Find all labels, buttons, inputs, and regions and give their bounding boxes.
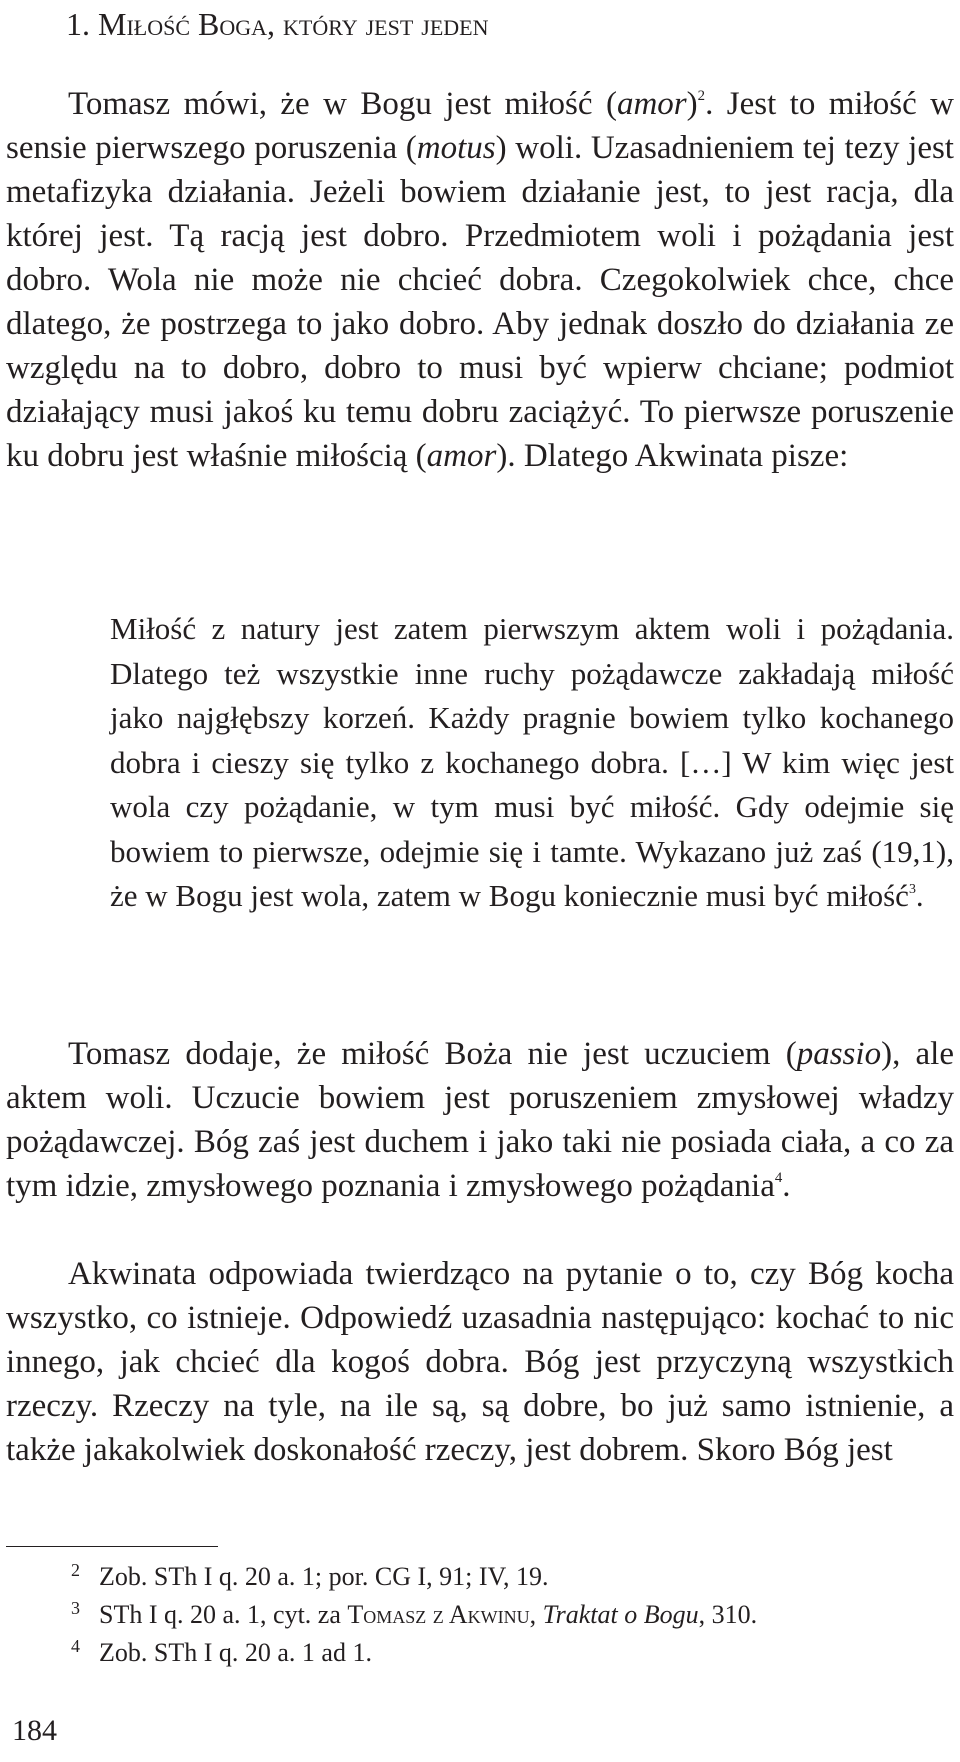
footnote-text: Zob. STh I q. 20 a. 1 ad 1. — [99, 1638, 372, 1667]
term-amor-2: amor — [426, 438, 497, 474]
footnote-ref-3[interactable]: 3 — [908, 881, 916, 897]
footnote-2: 2 Zob. STh I q. 20 a. 1; por. CG I, 91; IV, 19. — [71, 1560, 549, 1591]
term-amor: amor — [616, 86, 687, 122]
footnote-text-post: , 310. — [698, 1600, 758, 1629]
footnote-text-pre: STh I q. 20 a. 1, cyt. za — [99, 1600, 348, 1629]
footnotes — [71, 1558, 954, 1672]
footnote-author: Tomasz z Akwinu — [347, 1600, 530, 1629]
paragraph-1-text-a: Tomasz mówi, że w Bogu jest miłość ( — [68, 86, 617, 122]
paragraph-2-text-b: ), ale aktem woli. Uczucie bowiem jest poruszeniem zmysłowej władzy pożądawczej. Bóg zaś jest duchem i jako taki nie posiada ciała, a co za tym idzie, zmysłowego poznania i zmysłowego pożądania — [6, 1036, 954, 1204]
paragraph-1-text-b: ) — [686, 86, 698, 122]
paragraph-1-text-e: ). Dlatego Akwinata pisze: — [496, 438, 849, 474]
block-quote-end: . — [915, 878, 924, 913]
page-number: 184 — [12, 1714, 57, 1747]
footnote-text: Zob. STh I q. 20 a. 1; por. CG I, 91; IV, 19. — [99, 1562, 549, 1591]
term-motus: motus — [416, 130, 496, 166]
section-heading: 1. Miłość Boga, który jest jeden — [66, 6, 489, 42]
footnote-ref-4[interactable]: 4 — [774, 1169, 783, 1186]
paragraph-1-text-c: . Jest to miłość w sensie pierwszego poruszenia ( — [6, 86, 954, 166]
footnote-text-mid: , — [529, 1600, 543, 1629]
paragraph-3: Akwinata odpowiada twierdząco na pytanie o to, czy Bóg kocha wszystko, co istnieje. Odpowiedź uzasadnia następująco: kochać to nic innego, jak chcieć dla kogoś dobra. Bóg jest przyczyną wszystkich rzeczy. Rzeczy na tyle, na ile są, są dobre, bo już samo istnienie, a także jakakolwiek doskonałość rzeczy, jest dobrem. Skoro Bóg jest — [6, 1256, 954, 1468]
footnote-4: 4 Zob. STh I q. 20 a. 1 ad 1. — [71, 1636, 372, 1667]
footnote-separator — [6, 1546, 218, 1547]
book-page — [6, 0, 954, 1762]
paragraph-2 — [6, 1032, 954, 1208]
block-quote — [110, 607, 954, 919]
footnote-ref-2[interactable]: 2 — [697, 87, 706, 104]
footnote-3: 3 STh I q. 20 a. 1, cyt. za Tomasz z Akwinu, Traktat o Bogu, 310. — [71, 1598, 758, 1629]
paragraph-1 — [6, 82, 954, 478]
term-passio: passio — [796, 1036, 882, 1072]
block-quote-text: Miłość z natury jest zatem pierwszym aktem woli i pożądania. Dlatego też wszystkie inne ruchy pożądawcze zakładają miłość jako najgłębszy korzeń. Każdy pragnie bowiem tylko kochanego dobra i cieszy się tylko z kochanego dobra. […] W kim więc jest wola czy pożądanie, w tym musi być miłość. Gdy odejmie się bowiem to pierwsze, odejmie się i tamte. Wykazano już zaś (19,1), że w Bogu jest wola, zatem w Bogu koniecznie musi być miłość — [110, 611, 954, 913]
footnote-title: Traktat o Bogu — [542, 1600, 699, 1629]
paragraph-2-text-c: . — [782, 1168, 791, 1204]
paragraph-1-text-d: ) woli. Uzasadnieniem tej tezy jest metafizyka działania. Jeżeli bowiem działanie jest, to jest racja, dla której jest. Tą racją jest dobro. Przedmiotem woli i pożądania jest dobro. Wola nie może nie chcieć dobra. Czegokolwiek chce, chce dlatego, że postrzega to jako dobro. Aby jednak doszło do działania ze względu na to dobro, dobro to musi być wpierw chciane; podmiot działający musi jakoś ku temu dobru zaciążyć. To pierwsze poruszenie ku dobru jest właśnie miłością ( — [6, 130, 954, 474]
paragraph-2-text-a: Tomasz dodaje, że miłość Boża nie jest uczuciem ( — [68, 1036, 797, 1072]
